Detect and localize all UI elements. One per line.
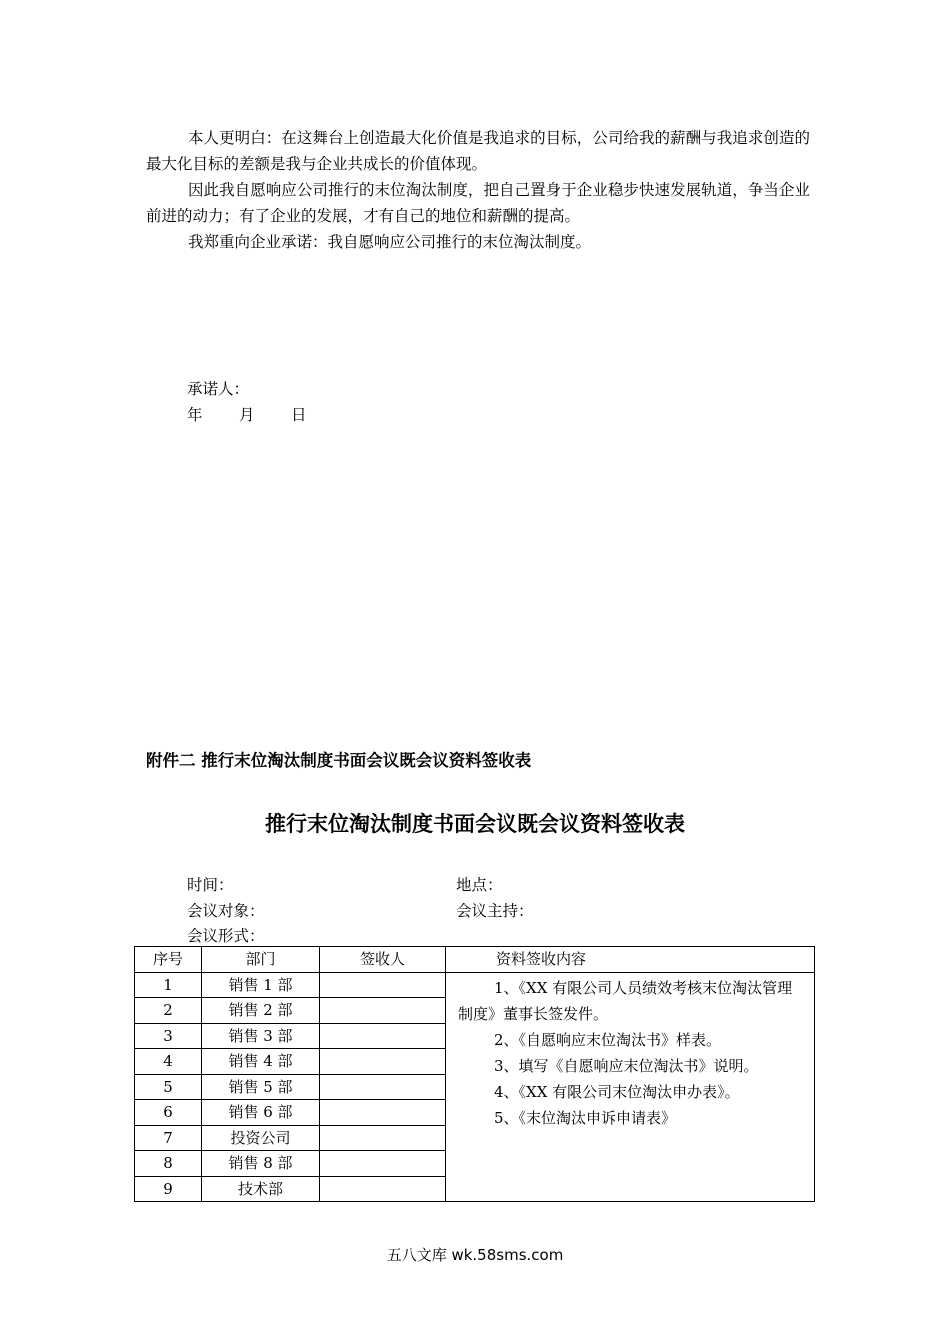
row-signer	[320, 1151, 446, 1177]
row-dept: 销售 3 部	[202, 1023, 320, 1049]
row-signer	[320, 1023, 446, 1049]
content-item-4: 4、《XX 有限公司末位淘汰申办表》。	[494, 1082, 740, 1101]
date-day: 日	[291, 406, 307, 424]
table-row	[135, 972, 815, 998]
row-dept: 技术部	[202, 1176, 320, 1202]
row-signer	[320, 1176, 446, 1202]
row-no: 2	[135, 998, 202, 1024]
row-signer	[320, 1100, 446, 1126]
row-no: 6	[135, 1100, 202, 1126]
row-signer	[320, 972, 446, 998]
footer-watermark: 五八文库 wk.58sms.com	[386, 1246, 564, 1264]
header-content: 资料签收内容	[446, 947, 815, 973]
row-no: 8	[135, 1151, 202, 1177]
meta-time-label: 时间：	[187, 876, 234, 894]
date-line	[187, 402, 343, 428]
row-dept: 销售 5 部	[202, 1074, 320, 1100]
row-no: 7	[135, 1125, 202, 1151]
letter-paragraph-2: 因此我自愿响应公司推行的末位淘汰制度，把自己置身于企业稳步快速发展轨道，争当企业前进的动力；有了企业的发展，才有自己的地位和薪酬的提高。	[146, 181, 810, 225]
header-signer: 签收人	[320, 947, 446, 973]
date-year: 年	[187, 406, 203, 424]
meta-audience-label: 会议对象：	[187, 902, 265, 920]
content-item-5: 5、《末位淘汰申诉申请表》	[494, 1108, 677, 1127]
row-no: 3	[135, 1023, 202, 1049]
meta-place-label: 地点：	[456, 876, 503, 894]
sign-receipt-table	[134, 946, 815, 1202]
header-dept: 部门	[202, 947, 320, 973]
letter-paragraph-3: 我郑重向企业承诺：我自愿响应公司推行的末位淘汰制度。	[188, 233, 592, 251]
content-cell	[446, 972, 815, 1202]
row-signer	[320, 1125, 446, 1151]
row-signer	[320, 998, 446, 1024]
table-header-row	[135, 947, 815, 973]
row-dept: 投资公司	[202, 1125, 320, 1151]
row-dept: 销售 2 部	[202, 998, 320, 1024]
meta-form-label: 会议形式：	[187, 927, 265, 945]
header-no: 序号	[135, 947, 202, 973]
row-no: 9	[135, 1176, 202, 1202]
row-dept: 销售 4 部	[202, 1049, 320, 1075]
row-no: 4	[135, 1049, 202, 1075]
row-signer	[320, 1074, 446, 1100]
content-item-1: 1、《XX 有限公司人员绩效考核末位淘汰管理制度》董事长签发件。	[458, 978, 793, 1023]
row-dept: 销售 8 部	[202, 1151, 320, 1177]
row-no: 5	[135, 1074, 202, 1100]
row-dept: 销售 1 部	[202, 972, 320, 998]
meta-host-label: 会议主持：	[456, 902, 534, 920]
attachment-heading: 附件二 推行末位淘汰制度书面会议既会议资料签收表	[146, 751, 532, 770]
date-month: 月	[239, 406, 255, 424]
table-title: 推行末位淘汰制度书面会议既会议资料签收表	[265, 812, 685, 836]
content-item-3: 3、填写《自愿响应末位淘汰书》说明。	[494, 1056, 759, 1075]
row-no: 1	[135, 972, 202, 998]
letter-paragraph-1: 本人更明白：在这舞台上创造最大化价值是我追求的目标，公司给我的薪酬与我追求创造的最大化目标的差额是我与企业共成长的价值体现。	[146, 129, 810, 173]
row-dept: 销售 6 部	[202, 1100, 320, 1126]
content-item-2: 2、《自愿响应末位淘汰书》样表。	[494, 1030, 722, 1049]
row-signer	[320, 1049, 446, 1075]
promisor-label: 承诺人：	[187, 380, 250, 398]
